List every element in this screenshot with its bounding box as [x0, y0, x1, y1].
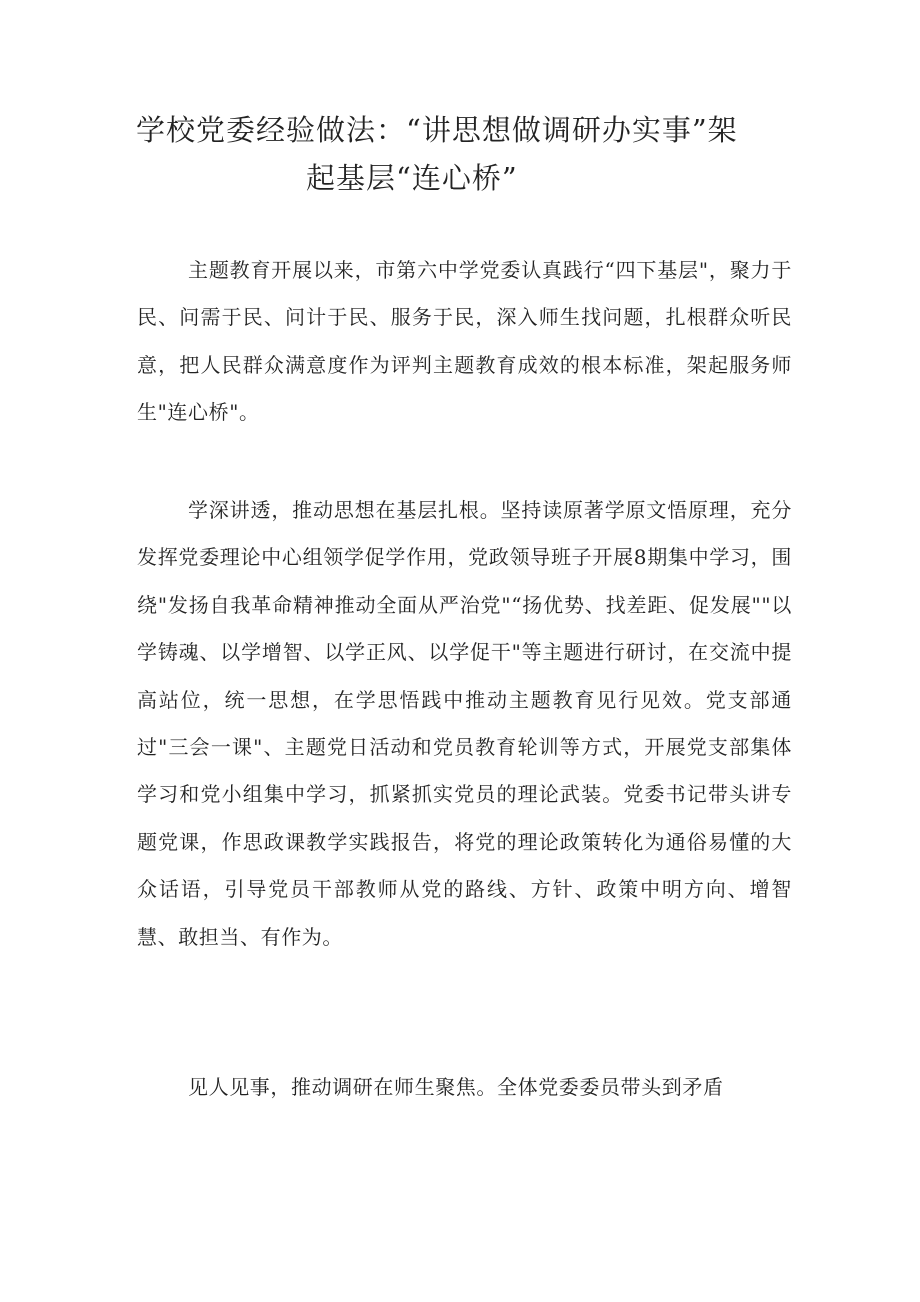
- paragraph-research: 见人见事，推动调研在师生聚焦。全体党委委员带头到矛盾: [188, 1075, 724, 1099]
- paragraph-study: 学深讲透，推动思想在基层扎根。坚持读原著学原文悟原理，充分发挥党委理论中心组领学促学作用，党政领导班子开展8期集中学习，围绕"发扬自我革命精神推动全面从严治党"“扬优势、找差距、促发展""以学铸魂、以学增智、以学正风、以学促干"等主题进行研讨，在交流中提高站位，统一思想，在学思悟践中推动主题教育见行见效。党支部通过"三会一课"、主题党日活动和党员教育轮训等方式，开展党支部集体学习和党小组集中学习，抓紧抓实党员的理论武装。党委书记带头讲专题党课，作思政课教学实践报告，将党的理论政策转化为通俗易懂的大众话语，引导党员干部教师从党的路线、方针、政策中明方向、增智慧、敢担当、有作为。: [137, 498, 792, 949]
- paragraph-intro: 主题教育开展以来，市第六中学党委认真践行“四下基层"，聚力于民、问需于民、问计于民、服务于民，深入师生找问题，扎根群众听民意，把人民群众满意度作为评判主题教育成效的根本标准，架起服务师生"连心桥"。: [137, 258, 792, 425]
- document-title-line-2: 起基层“连心桥”: [306, 161, 518, 195]
- document-title-line-1: 学校党委经验做法：“讲思想做调研办实事”架: [136, 113, 738, 147]
